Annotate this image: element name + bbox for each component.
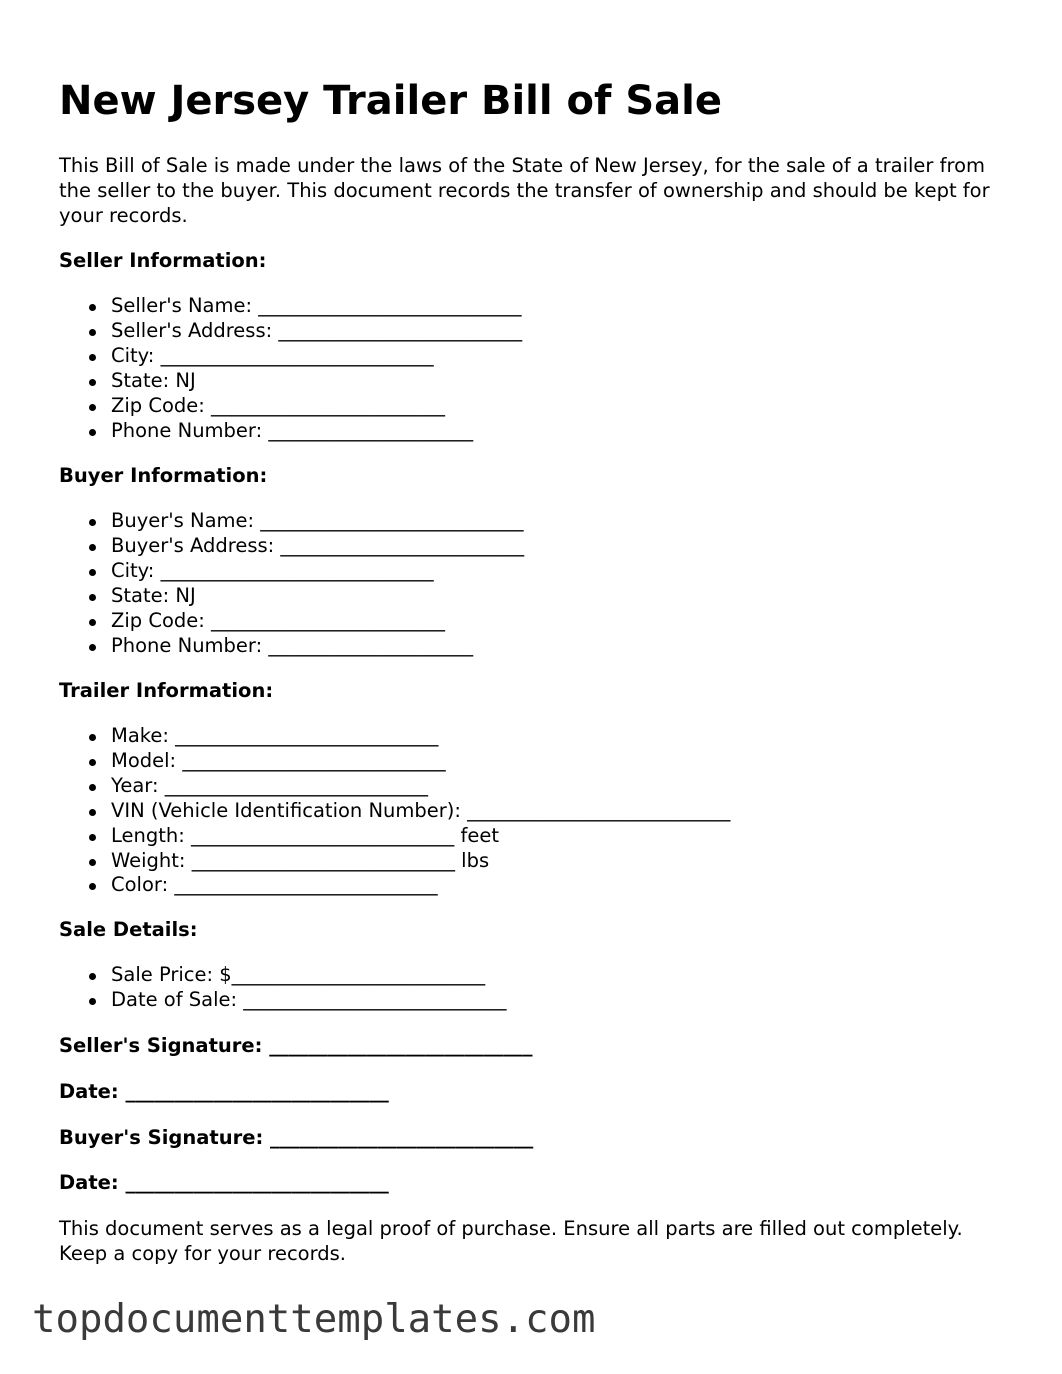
seller-signature-line: Seller's Signature: ___________________________	[59, 1034, 533, 1057]
buyer-address-field: Buyer's Address: _________________________	[111, 533, 525, 557]
buyer-phone-field: Phone Number: _____________________	[111, 634, 524, 659]
seller-address-field: Seller's Address: _________________________	[111, 318, 523, 342]
buyer-section-heading: Buyer Information:	[59, 464, 268, 487]
intro-paragraph: This Bill of Sale is made under the laws of the State of New Jersey, for the sale of a trailer from the seller to the buyer. This document records the transfer of ownership and should be kept for your records.	[59, 154, 990, 227]
seller-fields-list	[59, 294, 522, 443]
closing-paragraph: This document serves as a legal proof of purchase. Ensure all parts are filled out completely. Keep a copy for your records.	[59, 1217, 963, 1265]
trailer-year-field: Year: ___________________________	[111, 774, 730, 799]
trailer-weight-field: Weight: ___________________________ lbs	[111, 849, 730, 874]
seller-zip-field: Zip Code: ________________________	[111, 394, 522, 419]
buyer-city-field: City: ____________________________	[111, 559, 524, 584]
trailer-color-field: Color: ___________________________	[111, 873, 730, 898]
sale-date-field: Date of Sale: ___________________________	[111, 987, 507, 1011]
sale-section-heading: Sale Details:	[59, 918, 198, 941]
sale-fields-list	[59, 963, 507, 1013]
buyer-signature-line: Buyer's Signature: ___________________________	[59, 1126, 534, 1149]
seller-phone-field: Phone Number: _____________________	[111, 419, 522, 444]
seller-state-field: State: NJ	[111, 369, 522, 394]
seller-name-field: Seller's Name: ___________________________	[111, 294, 522, 317]
seller-city-field: City: ____________________________	[111, 344, 522, 369]
trailer-section-heading: Trailer Information:	[59, 679, 274, 702]
buyer-name-field: Buyer's Name: ___________________________	[111, 509, 524, 532]
document-title: New Jersey Trailer Bill of Sale	[59, 78, 722, 124]
trailer-make-field: Make: ___________________________	[111, 724, 730, 749]
trailer-model-field: Model: ___________________________	[111, 749, 730, 774]
trailer-fields-list	[59, 724, 730, 898]
buyer-state-field: State: NJ	[111, 584, 524, 609]
buyer-zip-field: Zip Code: ________________________	[111, 609, 524, 634]
buyer-date-line: Date: ___________________________	[59, 1171, 389, 1194]
trailer-vin-field: VIN (Vehicle Identification Number): ___________________________	[111, 798, 731, 822]
seller-section-heading: Seller Information:	[59, 249, 267, 272]
sale-price-field: Sale Price: $__________________________	[111, 963, 507, 988]
site-watermark: topdocumenttemplates.com	[32, 1297, 596, 1342]
buyer-fields-list	[59, 509, 524, 658]
seller-date-line: Date: ___________________________	[59, 1080, 389, 1103]
trailer-length-field: Length: ___________________________ feet	[111, 824, 730, 849]
